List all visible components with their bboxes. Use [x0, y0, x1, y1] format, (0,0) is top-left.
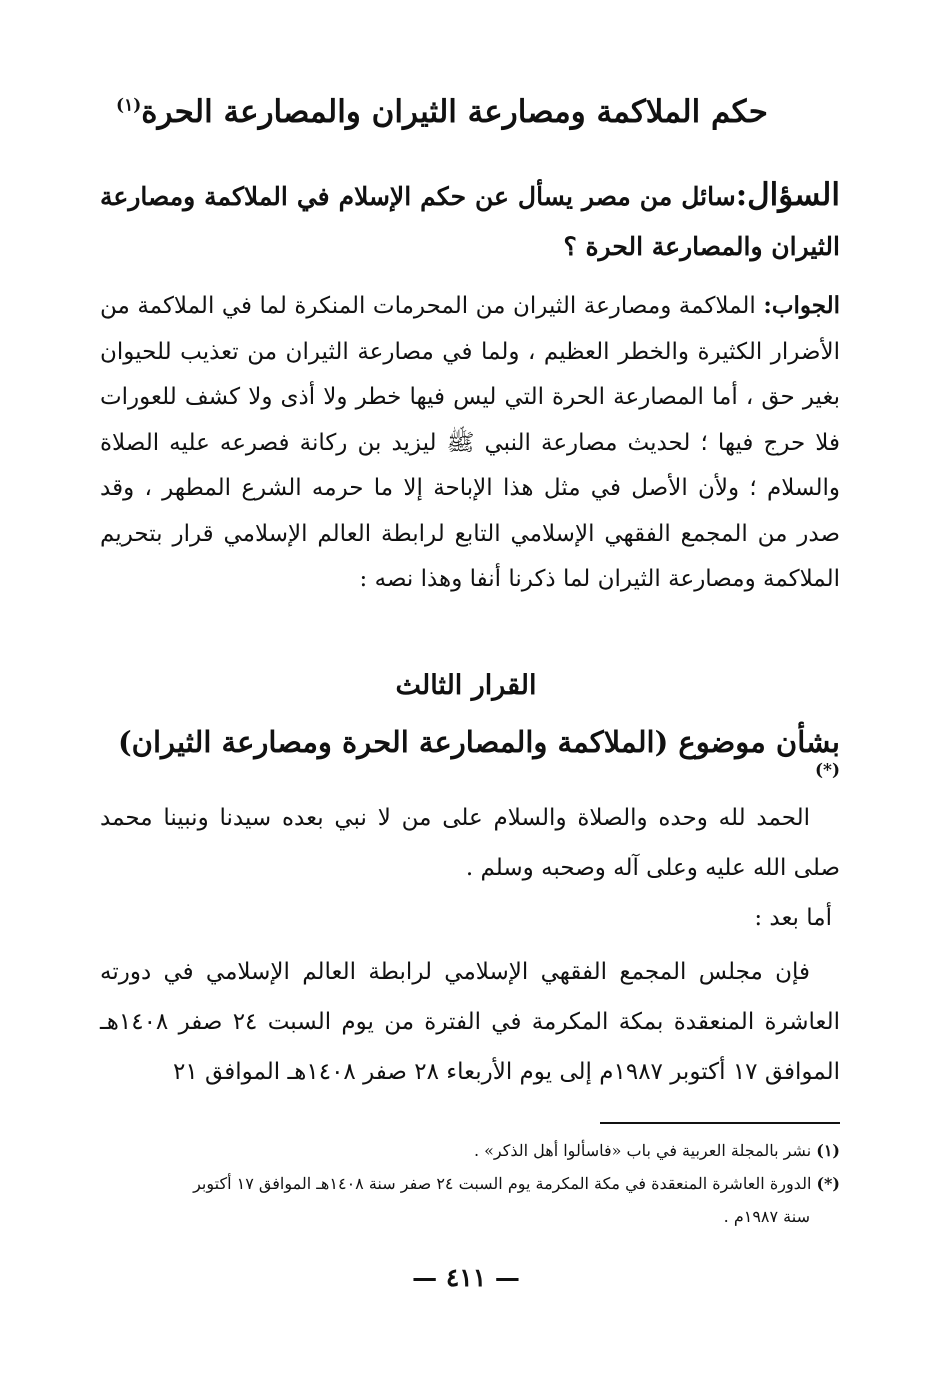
decision-heading: القرار الثالث [395, 670, 537, 701]
question-label: السؤال: [735, 177, 840, 213]
title-footnote-ref: (١) [116, 95, 142, 116]
footnote-divider [600, 1122, 840, 1124]
page-number: — ٤١١ — [412, 1263, 520, 1292]
footnote-text: نشر بالمجلة العربية في باب «فاسألوا أهل الذكر» . [473, 1141, 812, 1160]
question-text: سائل من مصر يسأل عن حكم الإسلام في الملاكمة ومصارعة الثيران والمصارعة الحرة ؟ [100, 182, 840, 261]
footnote-text: الدورة العاشرة المنعقدة في مكة المكرمة يوم السبت ٢٤ صفر سنة ١٤٠٨هـ الموافق ١٧ أكتوبر [193, 1174, 812, 1193]
footnotes [100, 1134, 840, 1233]
page-title [92, 92, 792, 132]
question-paragraph [100, 170, 840, 272]
decision-subtitle [100, 725, 840, 793]
answer-label: الجواب: [763, 292, 840, 319]
answer-paragraph [100, 283, 840, 603]
decision-subtitle-text: بشأن موضوع (الملاكمة والمصارعة الحرة ومصارعة الثيران) [117, 725, 840, 759]
footnote-marker: (١) [816, 1141, 840, 1160]
footnote-marker: (*) [816, 1174, 840, 1193]
footnote-2-continuation: سنة ١٩٨٧م . [723, 1207, 810, 1226]
body-paragraph-2: أما بعد : [754, 905, 832, 931]
answer-text: الملاكمة ومصارعة الثيران من المحرمات المنكرة لما في الملاكمة من الأضرار الكثيرة والخطر العظيم ، ولما في مصارعة الثيران من تعذيب للحيوان بغير حق ، أما المصارعة الحرة التي ليس فيها خطر ولا أذى ولا كشف للعورات فلا حرج فيها ؛ لحديث مصارعة النبي ﷺ ليزيد بن ركانة فصرعه عليه الصلاة والسلام ؛ ولأن الأصل في مثل هذا الإباحة إلا ما حرمه الشرع المطهر ، وقد صدر من المجمع الفقهي الإسلامي التابع لرابطة العالم الإسلامي قرار بتحريم الملاكمة ومصارعة الثيران لما ذكرنا أنفا وهذا نصه : [100, 293, 840, 592]
body-paragraph-1: الحمد لله وحده والصلاة والسلام على من لا نبي بعده سيدنا ونبينا محمد صلى الله عليه وعلى آله وصحبه وسلم . [100, 805, 840, 881]
body-paragraph-3: فإن مجلس المجمع الفقهي الإسلامي لرابطة العالم الإسلامي في دورته العاشرة المنعقدة بمكة المكرمة في الفترة من يوم السبت ٢٤ صفر ١٤٠٨هـ الموافق ١٧ أكتوبر ١٩٨٧م إلى يوم الأربعاء ٢٨ صفر ١٤٠٨هـ الموافق ٢١ [100, 959, 840, 1085]
footnote-1 [100, 1134, 840, 1167]
footnote-2 [100, 1167, 840, 1200]
decision-subtitle-ref: (*) [815, 760, 840, 781]
page-title-text: حكم الملاكمة ومصارعة الثيران والمصارعة الحرة [141, 94, 768, 130]
